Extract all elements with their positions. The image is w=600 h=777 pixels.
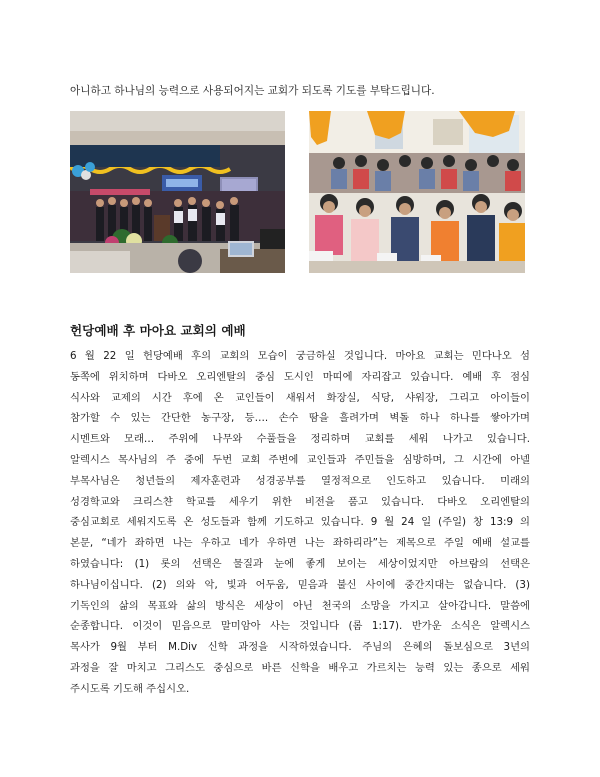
body-line: 알렉시스 목사님의 주 중에 두번 교회 주변에 교인들과 주민들을 심방하며, 그 시간에 아넬 xyxy=(70,453,530,466)
church-service-photo xyxy=(70,111,285,273)
body-line: 하였습니다: (1) 롯의 선택은 물질과 눈에 좋게 보이는 세상이었지만 아브람의 선택은 xyxy=(70,557,530,570)
body-line: 동쪽에 위치하며 다바오 오리엔탈의 중심 도시인 마띠에 자리잡고 있습니다. 예배 후 점심 xyxy=(70,370,530,383)
body-line: 기독인의 삶의 목표와 삶의 방식은 세상이 아닌 천국의 소망을 가지고 살아갑니다. 말씀에 xyxy=(70,599,530,612)
body-line: 성경학교와 크리스챤 학교를 세우기 위한 비전을 품고 있습니다. 다바오 오리엔탈의 xyxy=(70,495,530,508)
body-line: 부목사님은 청년들의 제자훈련과 성경공부를 열정적으로 인도하고 있습니다. 미래의 xyxy=(70,474,530,487)
body-paragraph xyxy=(70,346,530,700)
body-line: 6 월 22 일 헌당예배 후의 교회의 모습이 궁금하실 것입니다. 마아요 교회는 민다나오 섬 xyxy=(70,350,530,362)
body-line: 하나님이십니다. (2) 의와 악, 빛과 어두움, 믿음과 불신 사이에 중간지대는 없습니다. (3) xyxy=(70,578,530,591)
body-line: 순종합니다. 이것이 믿음으로 말미암아 사는 것입니다 (롬 1:17). 반가운 소식은 알렉시스 xyxy=(70,620,530,633)
body-line: 본문, “네가 좌하면 나는 우하고 네가 우하면 나는 좌하리라”는 제목으로 주일 예배 설교를 xyxy=(70,537,530,550)
body-line: 중심교회로 세워지도록 온 성도들과 함께 기도하고 있습니다. 9 월 24 일 (주일) 창 13:9 의 xyxy=(70,516,530,529)
body-line: 과정을 잘 마치고 그리스도 중심으로 바른 신학을 배우고 가르치는 능력 있는 종으로 세워 xyxy=(70,661,530,674)
body-line: 참가할 수 있는 간단한 농구장, 등…. 손수 땀을 흘려가며 벽돌 하나 하나를 쌓아가며 xyxy=(70,412,530,425)
section-heading: 헌당예배 후 마아요 교회의 예배 xyxy=(70,323,246,338)
body-line: 주시도록 기도해 주십시오. xyxy=(70,682,190,695)
intro-paragraph-line: 아니하고 하나님의 능력으로 사용되어지는 교회가 되도록 기도를 부탁드립니다. xyxy=(70,85,435,97)
body-line: 식사와 교제의 시간 후에 온 교인들이 새워서 화장실, 식당, 샤워장, 그리고 아이들이 xyxy=(70,391,530,404)
body-line: 목사가 9월 부터 M.Div 신학 과정을 시작하였습니다. 주님의 은혜의 돌보심으로 3년의 xyxy=(70,641,530,654)
body-line: 시멘트와 모래… 주위에 나무와 수풀들을 정리하며 교회를 세워 나가고 있습니다. xyxy=(70,433,530,446)
children-gathering-photo xyxy=(309,111,525,273)
